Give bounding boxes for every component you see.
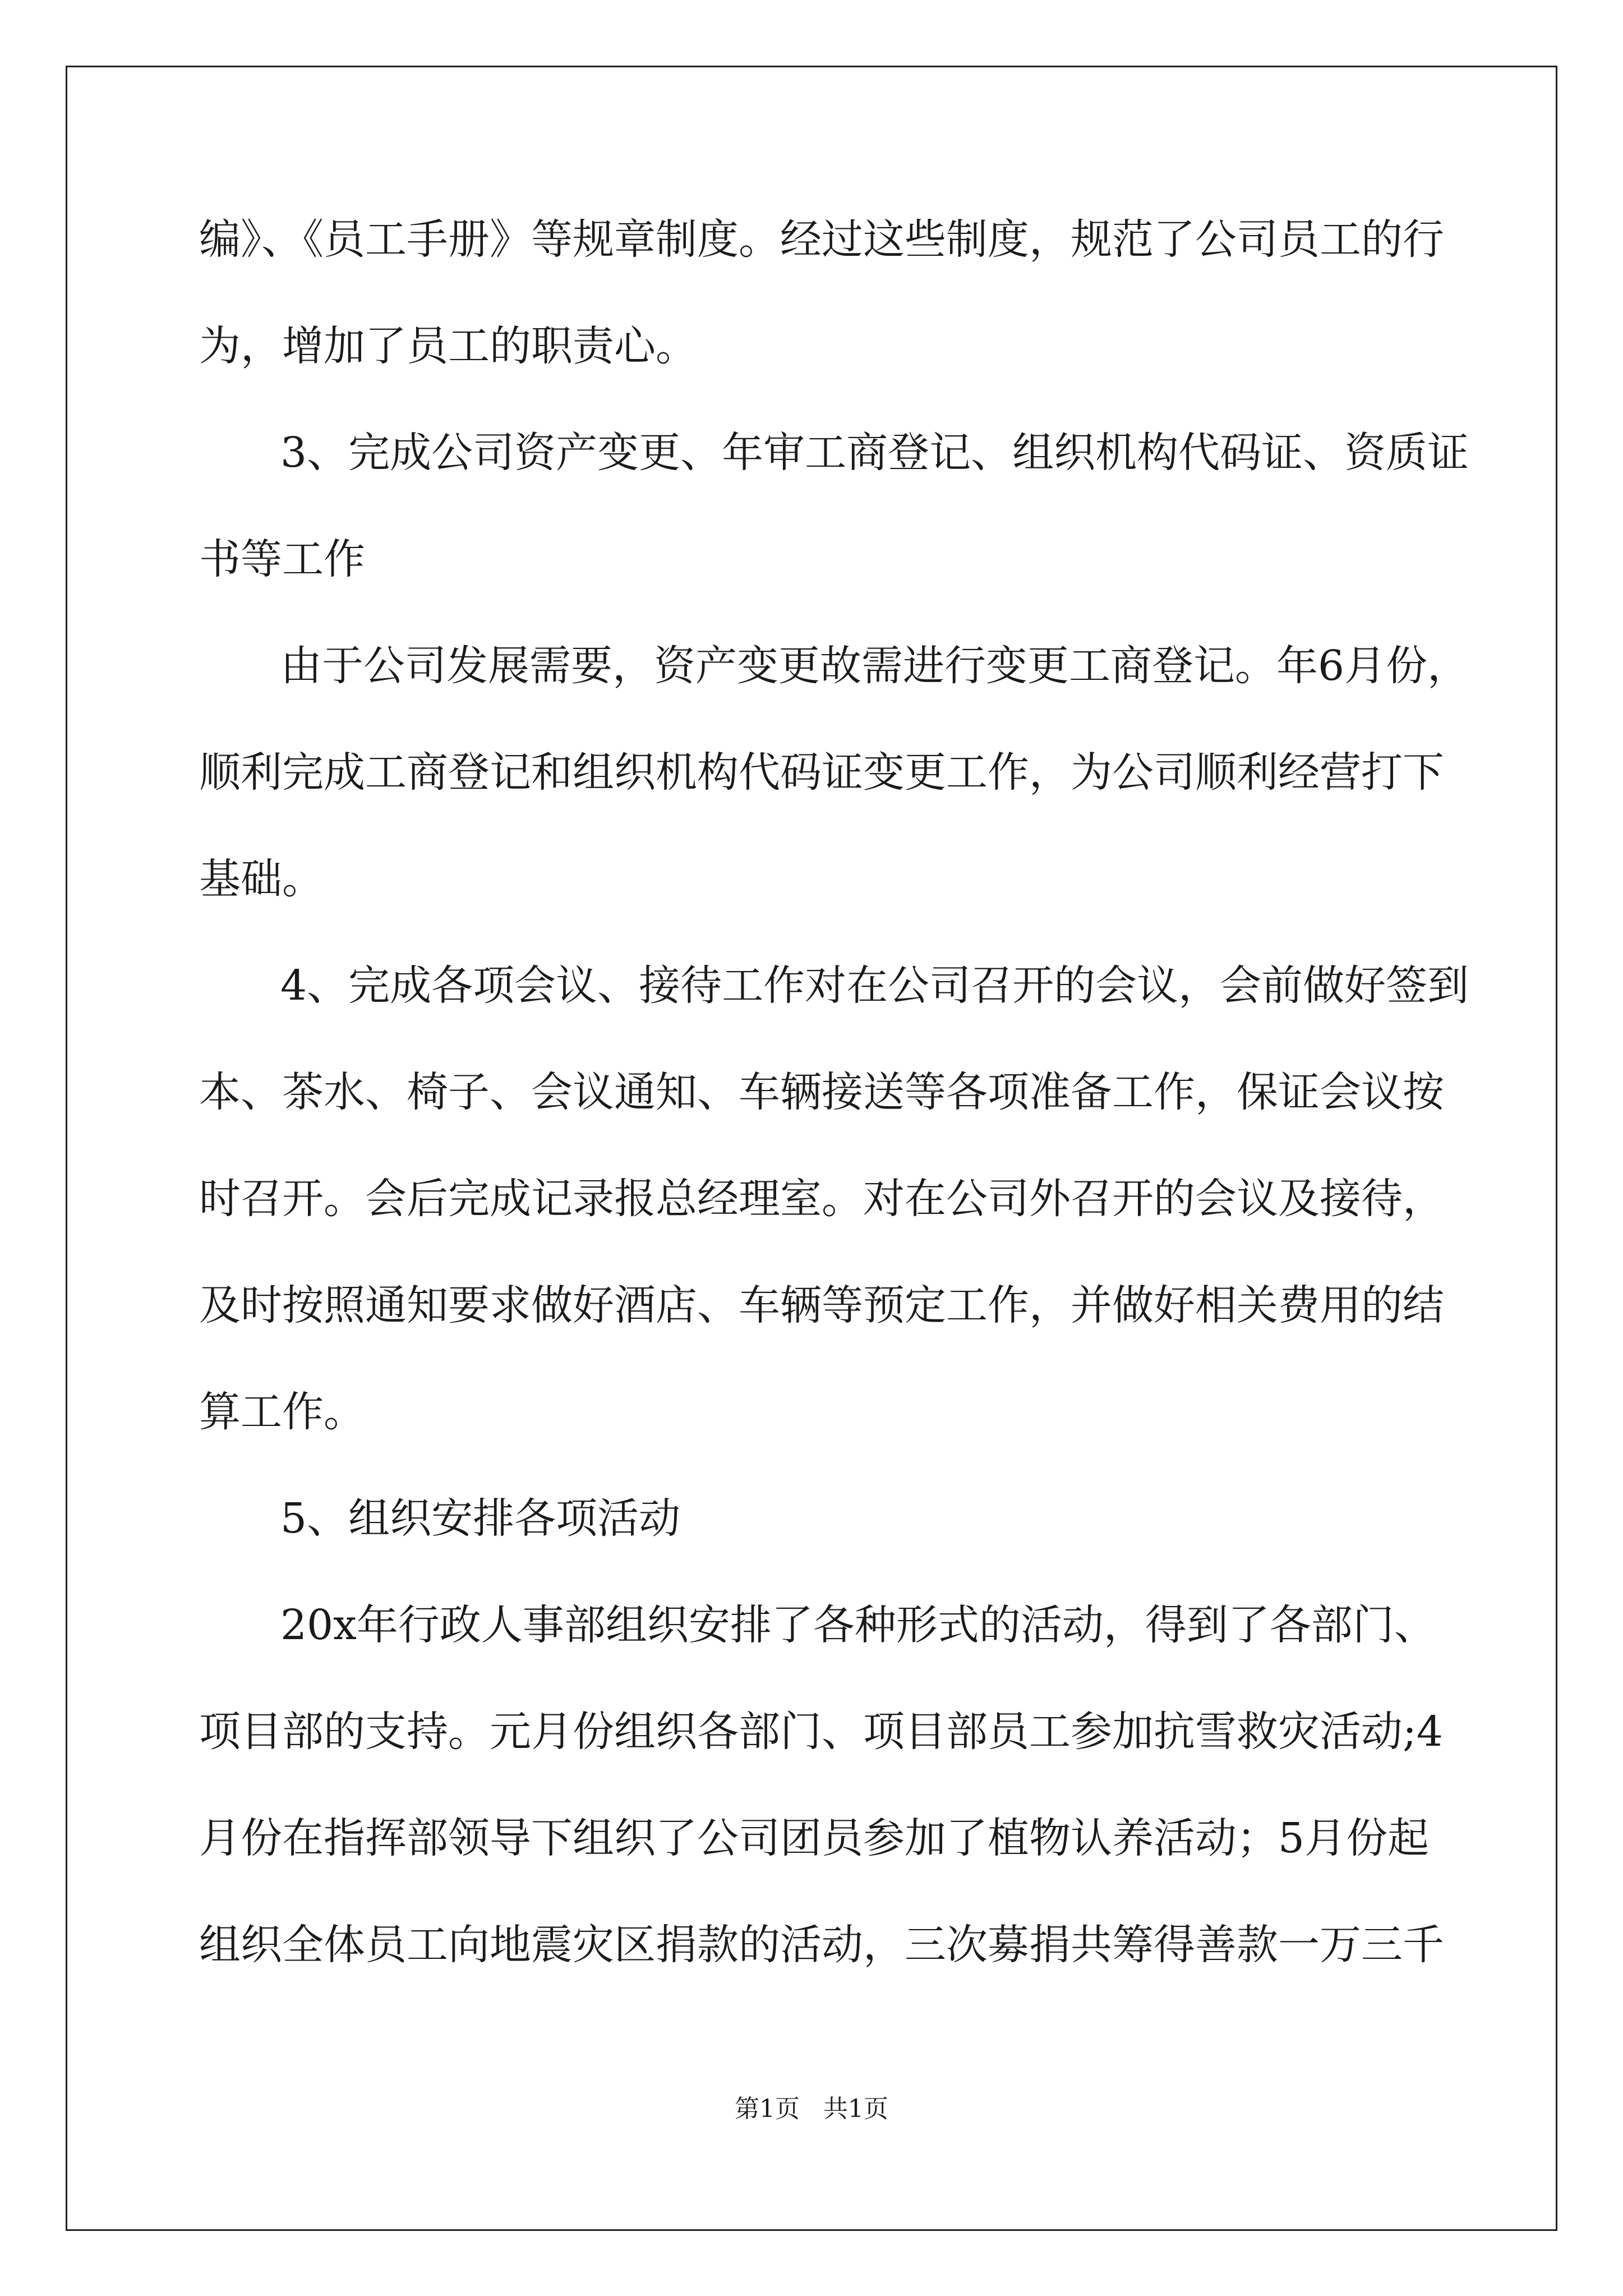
text-line: 顺利完成工商登记和组织机构代码证变更工作，为公司顺利经营打下 <box>199 748 1444 797</box>
page-footer <box>0 2092 1623 2126</box>
text-line: 及时按照通知要求做好酒店、车辆等预定工作，并做好相关费用的结 <box>199 1281 1444 1329</box>
text-line: 基础。 <box>199 855 324 903</box>
text-line: 4、完成各项会议、接待工作对在公司召开的会议，会前做好签到 <box>280 961 1469 1010</box>
text-line: 20x年行政人事部组织安排了各种形式的活动，得到了各部门、 <box>280 1601 1436 1649</box>
page-border <box>66 66 1557 2231</box>
text-line: 编》、《员工手册》等规章制度。经过这些制度，规范了公司员工的行 <box>199 215 1444 264</box>
text-line: 月份在指挥部领导下组织了公司团员参加了植物认养活动；5月份起 <box>199 1814 1430 1862</box>
page-number: 第1页 <box>735 2095 800 2123</box>
text-line: 3、完成公司资产变更、年审工商登记、组织机构代码证、资质证 <box>280 429 1469 477</box>
text-line: 书等工作 <box>199 535 365 583</box>
text-line: 5、组织安排各项活动 <box>280 1494 681 1543</box>
page-total: 共1页 <box>823 2095 888 2123</box>
text-line: 由于公司发展需要，资产变更故需进行变更工商登记。年6月份， <box>280 642 1469 690</box>
text-line: 组织全体员工向地震灾区捐款的活动，三次募捐共筹得善款一万三千 <box>199 1921 1444 1969</box>
text-line: 本、茶水、椅子、会议通知、车辆接送等各项准备工作，保证会议按 <box>199 1068 1444 1116</box>
text-line: 项目部的支持。元月份组织各部门、项目部员工参加抗雪救灾活动;4 <box>199 1708 1444 1756</box>
text-line: 为，增加了员工的职责心。 <box>199 322 697 370</box>
text-line: 时召开。会后完成记录报总经理室。对在公司外召开的会议及接待， <box>199 1175 1444 1223</box>
text-line: 算工作。 <box>199 1388 365 1436</box>
